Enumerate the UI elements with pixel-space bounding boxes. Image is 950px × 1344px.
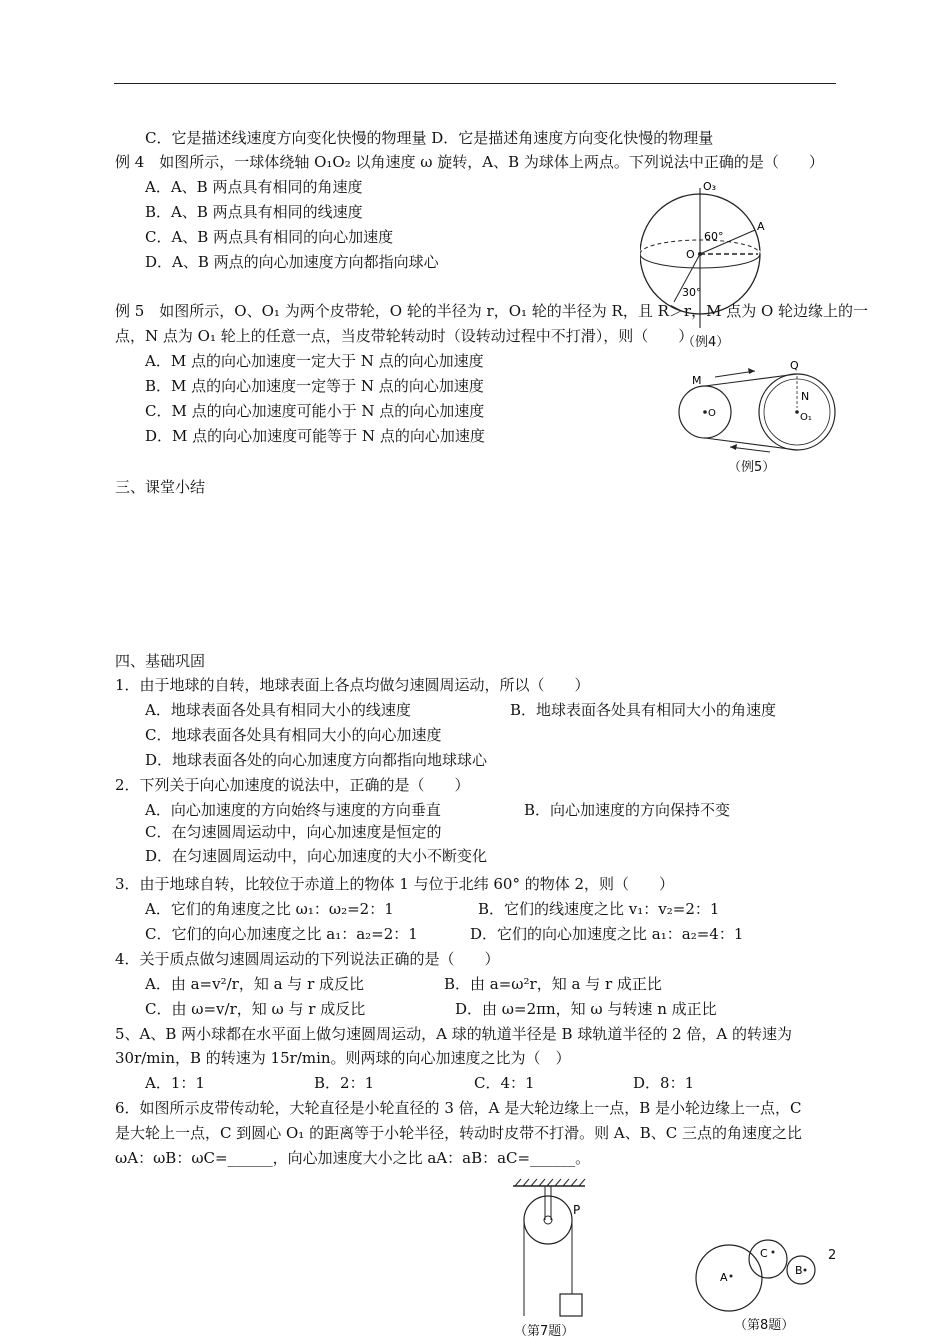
example-4-option-c: C．A、B 两点具有相同的向心加速度 (145, 228, 394, 246)
q5-stem-2: 30r/min，B 的转速为 15r/min。则两球的向心加速度之比为（ ） (115, 1049, 571, 1067)
example-5-option-d: D．M 点的向心加速度可能等于 N 点的向心加速度 (145, 427, 485, 445)
example-4-option-d: D．A、B 两点的向心加速度方向都指向球心 (145, 253, 439, 271)
label-o: O (708, 408, 716, 419)
q6-stem-2: 是大轮上一点，C 到圆心 O₁ 的距离等于小轮半径，转动时皮带不打滑。则 A、B、C 三点的角速度之比 (115, 1124, 802, 1142)
q4-option-d: D．由 ω=2πn，知 ω 与转速 n 成正比 (455, 1000, 717, 1018)
q8-caption: （第8题） (734, 1318, 795, 1333)
q7-caption: （第7题） (514, 1324, 575, 1339)
q4-option-c: C．由 ω=v/r，知 ω 与 r 成反比 (145, 1000, 366, 1018)
example-4-sphere-figure (640, 178, 790, 348)
q1-option-d: D．地球表面各处的向心加速度方向都指向地球球心 (145, 751, 488, 769)
q2-option-b: B．向心加速度的方向保持不变 (524, 801, 731, 819)
q1-option-a: A．地球表面各处具有相同大小的线速度 (145, 701, 411, 719)
q3-option-c: C．它们的向心加速度之比 a₁：a₂=2：1 (145, 925, 418, 943)
page-number: 2 (828, 1248, 837, 1263)
header-rule (114, 83, 836, 84)
q8-wheels-figure (695, 1232, 825, 1320)
label-o1: O₁ (800, 412, 812, 423)
q5-option-a: A．1：1 (145, 1074, 205, 1092)
q1-stem: 1．由于地球的自转，地球表面上各点均做匀速圆周运动，所以（ ） (115, 676, 590, 694)
label-o: O (686, 248, 695, 261)
example-5-caption: （例5） (728, 460, 776, 475)
q7-pulley-figure (505, 1176, 605, 1326)
q6-stem-3: ωA：ωB：ωC=______，向心加速度大小之比 aA：aB：aC=______。 (115, 1149, 591, 1167)
example-5-stem-1: 例 5 如图所示，O、O₁ 为两个皮带轮，O 轮的半径为 r，O₁ 轮的半径为 R，且 R＞r，M 点为 O 轮边缘上的一 (115, 302, 869, 320)
label-a: A (757, 220, 765, 233)
example-5-option-a: A．M 点的向心加速度一定大于 N 点的向心加速度 (145, 352, 484, 370)
q5-option-d: D．8：1 (633, 1074, 695, 1092)
label-q: Q (790, 359, 799, 372)
label-o3: O₃ (703, 180, 717, 193)
q3-option-a: A．它们的角速度之比 ω₁：ω₂=2：1 (145, 900, 394, 918)
example-4-stem: 例 4 如图所示，一球体绕轴 O₁O₂ 以角速度 ω 旋转，A、B 为球体上两点。下列说法中正确的是（ ） (115, 153, 824, 171)
label-p: P (573, 1203, 581, 1217)
example-4-option-a: A．A、B 两点具有相同的角速度 (145, 178, 363, 196)
q3-option-b: B．它们的线速度之比 v₁：v₂=2：1 (478, 900, 720, 918)
example-5-option-c: C．M 点的向心加速度可能小于 N 点的向心加速度 (145, 402, 485, 420)
example-5-option-b: B．M 点的向心加速度一定等于 N 点的向心加速度 (145, 377, 484, 395)
example-5-pulley-figure (670, 358, 850, 458)
example-5-stem-2: 点，N 点为 O₁ 轮上的任意一点，当皮带轮转动时（设转动过程中不打滑），则（ ） (115, 327, 694, 345)
q2-option-c: C．在匀速圆周运动中，向心加速度是恒定的 (145, 823, 442, 841)
example-4-option-b: B．A、B 两点具有相同的线速度 (145, 203, 363, 221)
q4-option-a: A．由 a=v²/r，知 a 与 r 成反比 (145, 975, 365, 993)
label-b: B (795, 1264, 803, 1277)
q2-option-d: D．在匀速圆周运动中，向心加速度的大小不断变化 (145, 847, 488, 865)
q3-option-d: D．它们的向心加速度之比 a₁：a₂=4：1 (470, 925, 744, 943)
example-4-caption: （例4） (682, 335, 730, 350)
label-a: A (720, 1271, 728, 1284)
q1-option-c: C．地球表面各处具有相同大小的向心加速度 (145, 726, 442, 744)
label-n: N (801, 390, 810, 403)
q2-stem: 2．下列关于向心加速度的说法中，正确的是（ ） (115, 776, 470, 794)
q4-stem: 4．关于质点做匀速圆周运动的下列说法正确的是（ ） (115, 950, 500, 968)
q5-option-c: C．4：1 (474, 1074, 535, 1092)
q1-option-b: B．地球表面各处具有相同大小的角速度 (510, 701, 777, 719)
q5-option-b: B．2：1 (314, 1074, 375, 1092)
q2-option-a: A．向心加速度的方向始终与速度的方向垂直 (145, 801, 441, 819)
label-30deg: 30° (682, 286, 702, 299)
label-c: C (760, 1247, 768, 1260)
section-practice-heading: 四、基础巩固 (115, 652, 206, 670)
option-c-prev: C．它是描述线速度方向变化快慢的物理量 D．它是描述角速度方向变化快慢的物理量 (145, 129, 714, 147)
q6-stem-1: 6．如图所示皮带传动轮，大轮直径是小轮直径的 3 倍，A 是大轮边缘上一点，B 是小轮边缘上一点，C (115, 1099, 802, 1117)
section-summary-heading: 三、课堂小结 (115, 478, 206, 496)
label-60deg: 60° (704, 230, 724, 243)
q5-stem-1: 5、A、B 两小球都在水平面上做匀速圆周运动，A 球的轨道半径是 B 球轨道半径的 2 倍，A 的转速为 (115, 1025, 793, 1043)
q3-stem: 3．由于地球自转，比较位于赤道上的物体 1 与位于北纬 60° 的物体 2，则（ ） (115, 875, 675, 893)
label-m: M (692, 374, 702, 387)
q4-option-b: B．由 a=ω²r，知 a 与 r 成正比 (444, 975, 662, 993)
